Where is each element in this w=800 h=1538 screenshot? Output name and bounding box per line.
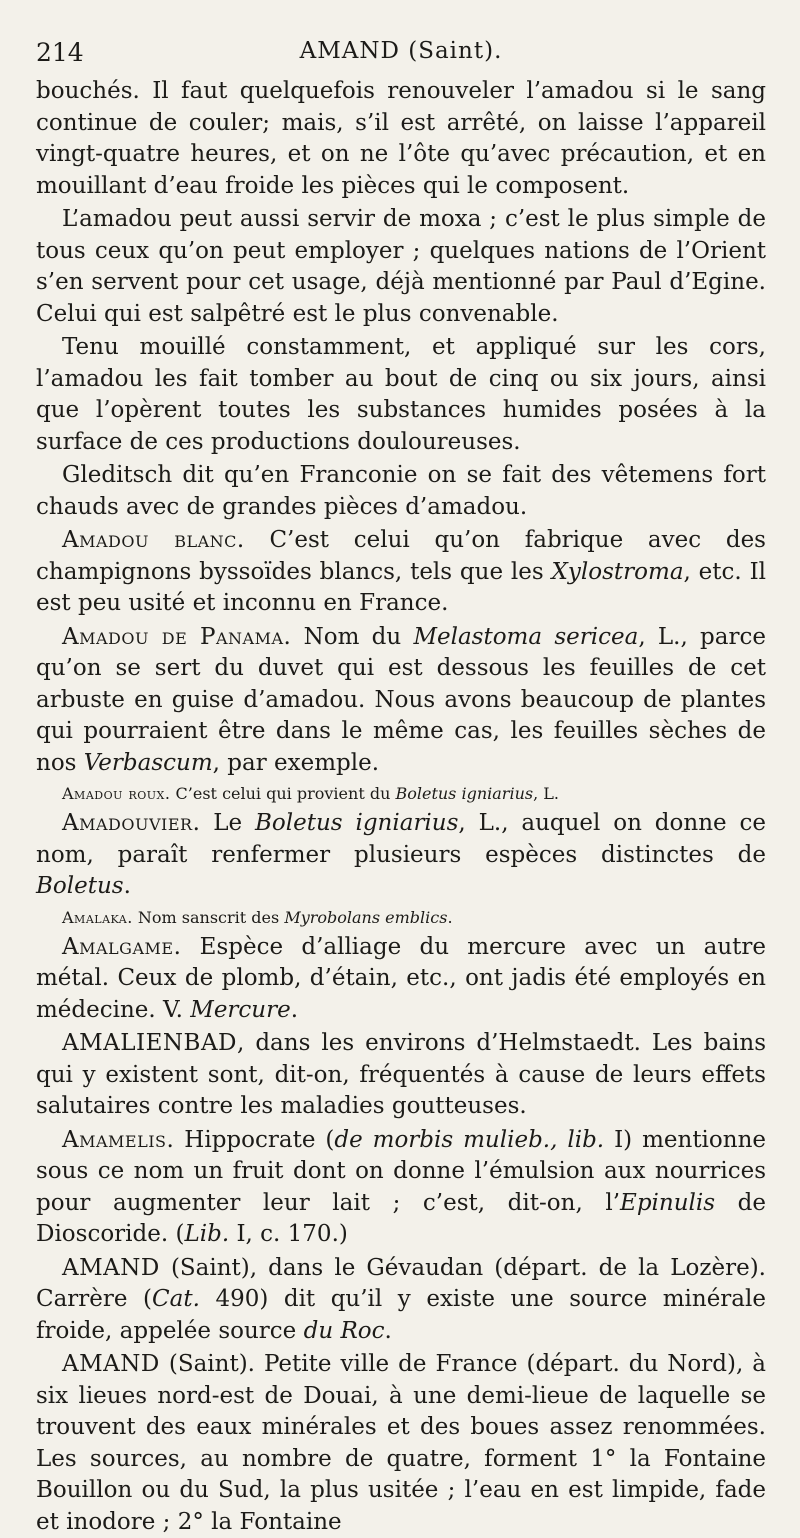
entry-term: Amadou blanc. [62, 527, 245, 553]
entry-term: AMAND [62, 1351, 160, 1377]
entry-term: AMAND [62, 1254, 160, 1281]
paragraph-gleditsch: Gleditsch dit qu’en Franconie on se fait des vêtemens fort chauds avec de grandes pièces d’amadou. [36, 462, 766, 520]
entry-amalaka: Amalaka. Nom sanscrit des Myrobolans emblics. [62, 907, 453, 927]
paragraph-continued: bouchés. Il faut quelquefois renouveler l’amadou si le sang continue de couler; mais, s’il est arrêté, on laisse l’appareil vingt-quatre heures, et on ne l’ôte qu’avec précaution, et en mouillant d’eau froide les pièces qui le composent. [36, 78, 766, 199]
entry-term: Amadou roux. [62, 784, 171, 803]
entry-amadou-blanc: Amadou blanc. C’est celui qu’on fabrique avec des champignons byssoïdes blancs, tels que les Xylostroma, etc. Il est peu usité et inconnu en France. [36, 527, 767, 616]
entry-amand-gevaudan: AMAND (Saint), dans le Gévaudan (départ. de la Lozère). Carrère (Cat. 490) dit qu’il y existe une source minérale froide, appelée source du Roc. [36, 1254, 766, 1344]
entry-amalgame: Amalgame. Espèce d’alliage du mercure avec un autre métal. Ceux de plomb, d’étain, etc., ont jadis été employés en médecine. V. Mercure. [36, 933, 766, 1023]
page-number: 214 [36, 38, 84, 67]
entry-term: Amadou de Panama. [62, 623, 292, 650]
paragraph-cors: Tenu mouillé constamment, et appliqué sur les cors, l’amadou les fait tomber au bout de cinq ou six jours, ainsi que l’opèrent toutes les substances humides posées à la surface de ces productions douloureuses. [36, 334, 766, 455]
entry-amadouvier: Amadouvier. Le Boletus igniarius, L., auquel on donne ce nom, paraît renfermer plusieurs espèces distinctes de Boletus. [36, 810, 766, 899]
entry-amand-nord: AMAND (Saint). Petite ville de France (départ. du Nord), à six lieues nord-est de Douai, à une demi-lieue de laquelle se trouvent des eaux minérales et des boues assez renommées. Les sources, au nombre de quatre, forment 1° la Fontaine Bouillon ou du Sud, la plus usitée ; l’eau en est limpide, fade et inodore ; 2° la Fontaine [36, 1351, 766, 1535]
paragraph-moxa: L’amadou peut aussi servir de moxa ; c’est le plus simple de tous ceux qu’on peut employer ; quelques nations de l’Orient s’en servent pour cet usage, déjà mentionné par Paul d’Egine. Celui qui est salpêtré est le plus convenable. [36, 206, 766, 327]
entry-amadou-panama: Amadou de Panama. Nom du Melastoma sericea, L., parce qu’on se sert du duvet qui est dessous les feuilles de cet arbuste en guise d’amadou. Nous avons beaucoup de plantes qui pourraient être dans le même cas, les feuilles sèches de nos Verbascum, par exemple. [36, 623, 766, 776]
entry-term: Amamelis. [62, 1126, 175, 1153]
entry-term: Amalgame. [62, 933, 182, 960]
entry-amalienbad: AMALIENBAD, dans les environs d’Helmstaedt. Les bains qui y existent sont, dit-on, fréquentés à cause de leurs effets salutaires contre les maladies goutteuses. [36, 1030, 766, 1119]
entry-term: AMALIENBAD [62, 1030, 237, 1056]
entry-amadou-roux: Amadou roux. C’est celui qui provient du Boletus igniarius, L. [62, 784, 559, 803]
page-body [36, 76, 766, 1538]
entry-amamelis: Amamelis. Hippocrate (de morbis mulieb., lib. I) mentionne sous ce nom un fruit dont on donne l’émulsion aux nourrices pour augmenter leur lait ; c’est, dit-on, l’Epinulis de Dioscoride. (Lib. I, c. 170.) [36, 1126, 766, 1247]
page-header [36, 30, 766, 76]
running-head: AMAND (Saint). [299, 38, 503, 64]
entry-term: Amalaka. [62, 907, 133, 927]
entry-term: Amadouvier. [62, 810, 201, 836]
